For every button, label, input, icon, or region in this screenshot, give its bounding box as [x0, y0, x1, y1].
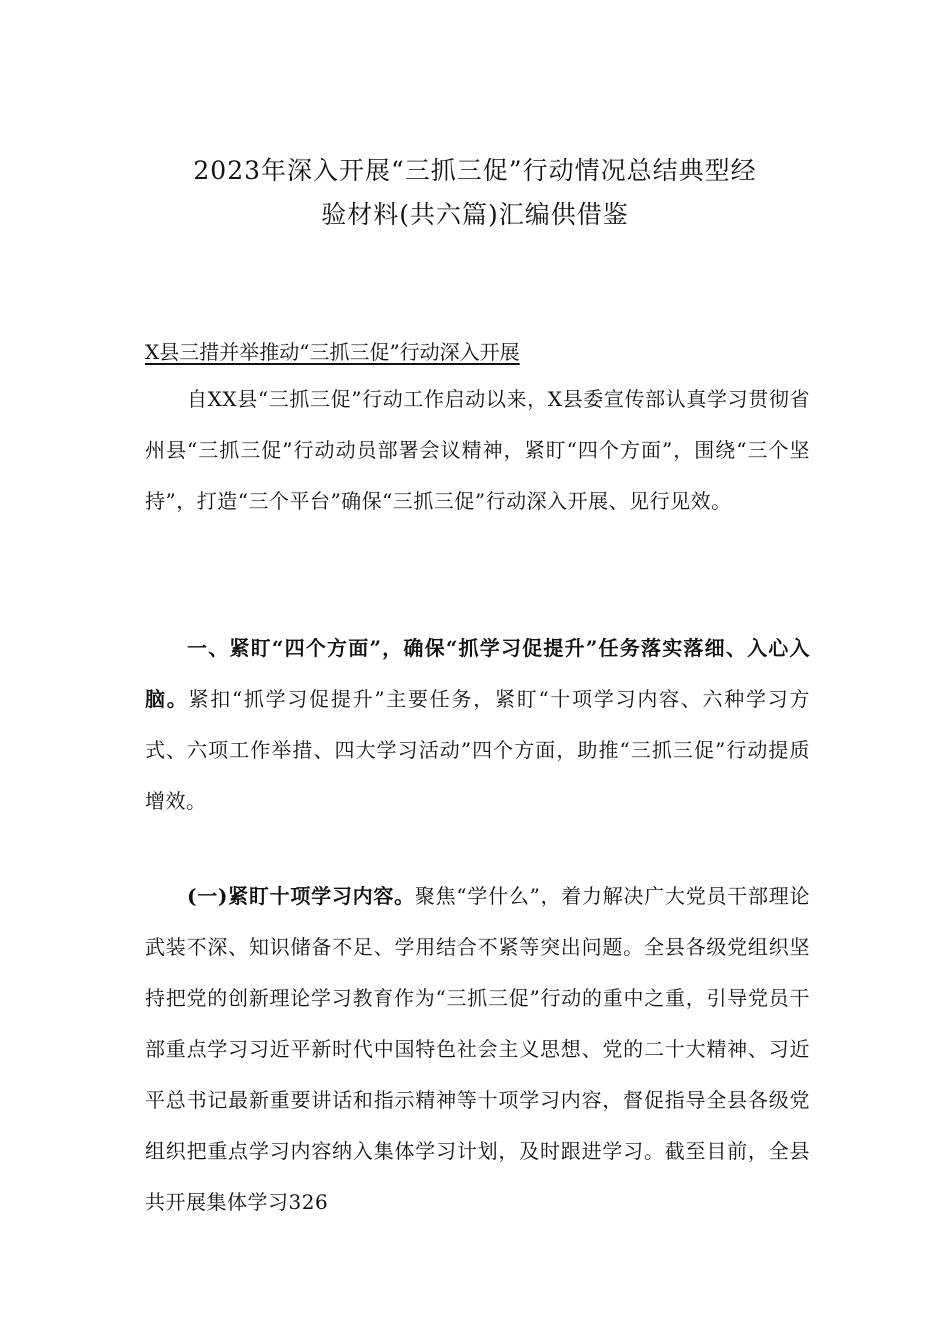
- document-title-line-1: 2023年深入开展“三抓三促”行动情况总结典型经: [193, 155, 757, 185]
- intro-paragraph: 自XX县“三抓三促”行动工作启动以来，X县委宣传部认真学习贯彻省州县“三抓三促”行动动员部署会议精神，紧盯“四个方面”，围绕“三个坚持”，打造“三个平台”确保“三抓三促”行动深入开展、见行见效。: [145, 387, 810, 513]
- document-title-line-2: 验材料(共六篇)汇编供借鉴: [321, 199, 629, 229]
- section-title: X县三措并举推动“三抓三促”行动深入开展: [145, 340, 520, 364]
- point-one-heading: 一、紧盯“四个方面”，确保“抓学习促提升”任务落实落细、入心入脑。: [145, 636, 810, 711]
- point-one-paragraph: [145, 623, 810, 827]
- document-title: [100, 149, 850, 237]
- sub-point-one-body: 聚焦“学什么”，着力解决广大党员干部理论武装不深、知识储备不足、学用结合不紧等突出问题。全县各级党组织坚持把党的创新理论学习教育作为“三抓三促”行动的重中之重，引导党员干部重点学习习近平新时代中国特色社会主义思想、党的二十大精神、习近平总书记最新重要讲话和指示精神等十项学习内容，督促指导全县各级党组织把重点学习内容纳入集体学习计划，及时跟进学习。截至目前，全县共开展集体学习326: [145, 884, 810, 1214]
- point-one-body: 紧扣“抓学习促提升”主要任务，紧盯“十项学习内容、六种学习方式、六项工作举措、四大学习活动”四个方面，助推“三抓三促”行动提质增效。: [145, 687, 810, 813]
- sub-point-one-heading: (一)紧盯十项学习内容。: [187, 884, 415, 908]
- sub-point-one-paragraph: [145, 871, 810, 1228]
